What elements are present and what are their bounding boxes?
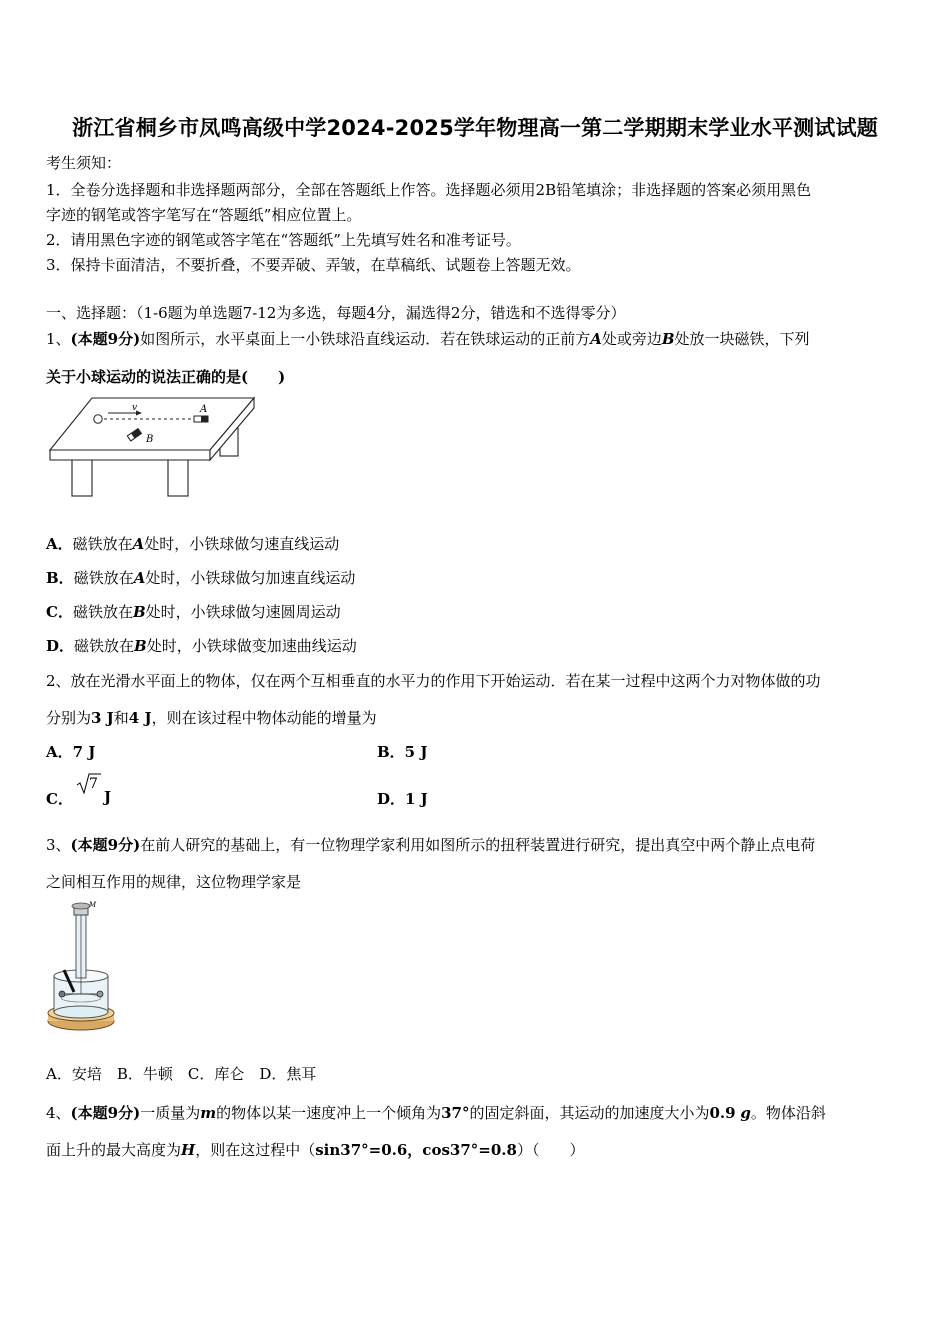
q4-mass: m xyxy=(200,1104,217,1122)
q2-work-2: 4 J xyxy=(128,709,152,727)
q4-points: (本题9分) xyxy=(70,1104,141,1122)
q3-prefix: 3、 xyxy=(46,836,71,854)
option-text: 磁铁放在 xyxy=(74,637,135,655)
q2-text: ，则在该过程中物体动能的增量为 xyxy=(151,709,377,727)
q2-option-d: D．1 J xyxy=(377,790,428,808)
q2-option-b: B．5 J xyxy=(377,743,428,761)
q4-acceleration: 0.9 xyxy=(709,1104,736,1122)
q3-text: 在前人研究的基础上，有一位物理学家利用如图所示的扭秤装置进行研究，提出真空中两个静止点电荷 xyxy=(140,836,816,854)
option-label: B． xyxy=(46,569,74,587)
figure-label-m: M xyxy=(89,901,97,909)
option-text: 磁铁放在 xyxy=(72,535,133,553)
option-text: 处时，小铁球做变加速曲线运动 xyxy=(146,637,357,655)
q1-option-d xyxy=(46,635,357,656)
notice-item: 1．全卷分选择题和非选择题两部分，全部在答题纸上作答。选择题必须用2B铅笔填涂；非选择题的答案必须用黑色 xyxy=(46,181,812,199)
q1-option-b xyxy=(46,567,355,588)
q4-g: g xyxy=(740,1104,751,1122)
q2-option-c-radicand: 7 xyxy=(89,776,98,792)
label-a: A xyxy=(200,404,208,415)
option-text: 处时，小铁球做匀速圆周运动 xyxy=(145,603,341,621)
notice-item: 3．保持卡面清洁，不要折叠，不要弄破、弄皱，在草稿纸、试题卷上答题无效。 xyxy=(46,256,581,274)
option-text: 处时，小铁球做匀加速直线运动 xyxy=(145,569,356,587)
q4-text: 的固定斜面，其运动的加速度大小为 xyxy=(469,1104,710,1122)
iron-ball xyxy=(94,415,102,423)
q1-point-b: B xyxy=(661,330,675,348)
q1-points: (本题9分) xyxy=(70,330,141,348)
velocity-label: v xyxy=(132,403,138,413)
option-label: D． xyxy=(46,637,75,655)
q4-text: 一质量为 xyxy=(140,1104,201,1122)
q4-text: 面上升的最大高度为 xyxy=(46,1141,182,1159)
q3-stem-line2: 之间相互作用的规律，这位物理学家是 xyxy=(46,873,302,891)
notice-heading: 考生须知： xyxy=(46,154,122,172)
q1-option-c xyxy=(46,601,341,622)
q2-text: 分别为 xyxy=(46,709,92,727)
q4-text: 。物体沿斜 xyxy=(750,1104,826,1122)
q4-height: H xyxy=(181,1141,196,1159)
notice-item: 字迹的钢笔或答字笔写在“答题纸”相应位置上。 xyxy=(46,206,362,224)
q4-angle: 37° xyxy=(441,1104,470,1122)
option-point: A xyxy=(132,535,145,553)
q1-stem-a: 如图所示，水平桌面上一小铁球沿直线运动．若在铁球运动的正前方 xyxy=(140,330,591,348)
q2-stem: 2、放在光滑水平面上的物体，仅在两个互相垂直的水平力的作用下开始运动．若在某一过程中这两个力对物体做的功 xyxy=(46,672,821,690)
q4-text: ）（ ） xyxy=(516,1141,585,1159)
q1-point-a: A xyxy=(590,330,602,348)
table-leg xyxy=(168,458,188,496)
q1-prefix: 1、 xyxy=(46,330,71,348)
option-text: 磁铁放在 xyxy=(73,569,134,587)
q3-stem xyxy=(46,834,815,855)
q3-points: (本题9分) xyxy=(70,836,141,854)
page-title: 浙江省桐乡市凤鸣高级中学2024-2025学年物理高一第二学期期末学业水平测试试题 xyxy=(72,116,878,140)
table-edge xyxy=(50,450,210,460)
q4-prefix: 4、 xyxy=(46,1104,71,1122)
q2-work-1: 3 J xyxy=(91,709,114,727)
q4-stem-line2 xyxy=(46,1139,584,1160)
option-point: B xyxy=(132,603,146,621)
q4-text: 的物体以某一速度冲上一个倾角为 xyxy=(216,1104,442,1122)
table-figure xyxy=(44,392,264,500)
table-leg xyxy=(72,458,92,496)
q3-options: A．安培 B．牛顿 C．库仑 D．焦耳 xyxy=(46,1065,317,1083)
q4-stem xyxy=(46,1102,826,1123)
q4-trig-values: sin37°=0.6，cos37°=0.8 xyxy=(315,1141,517,1159)
q2-option-c-label: C． xyxy=(46,790,73,808)
option-label: C． xyxy=(46,603,73,621)
option-label: A． xyxy=(46,535,73,553)
q2-option-a: A．7 J xyxy=(46,743,96,761)
option-point: A xyxy=(133,569,146,587)
notice-item: 2．请用黑色字迹的钢笔或答字笔在“答题纸”上先填写姓名和准考证号。 xyxy=(46,231,521,249)
option-point: B xyxy=(134,637,147,655)
option-text: 处时，小铁球做匀速直线运动 xyxy=(144,535,340,553)
q1-stem-b: 处或旁边 xyxy=(601,330,662,348)
label-b: B xyxy=(146,434,154,445)
section-heading: 一、选择题：（1-6题为单选题7-12为多选，每题4分，漏选得2分，错选和不选得零分） xyxy=(46,304,626,322)
q1-option-a xyxy=(46,533,339,554)
option-text: 磁铁放在 xyxy=(72,603,133,621)
q2-text: 和 xyxy=(113,709,129,727)
q1-stem-line2: 关于小球运动的说法正确的是( ) xyxy=(46,368,286,386)
q4-text: ，则在这过程中（ xyxy=(195,1141,316,1159)
q1-stem xyxy=(46,328,810,349)
q2-stem-line2 xyxy=(46,707,377,728)
torsion-balance-figure xyxy=(44,900,120,1034)
q1-stem-c: 处放一块磁铁，下列 xyxy=(674,330,810,348)
q2-option-c-unit: J xyxy=(104,788,112,806)
